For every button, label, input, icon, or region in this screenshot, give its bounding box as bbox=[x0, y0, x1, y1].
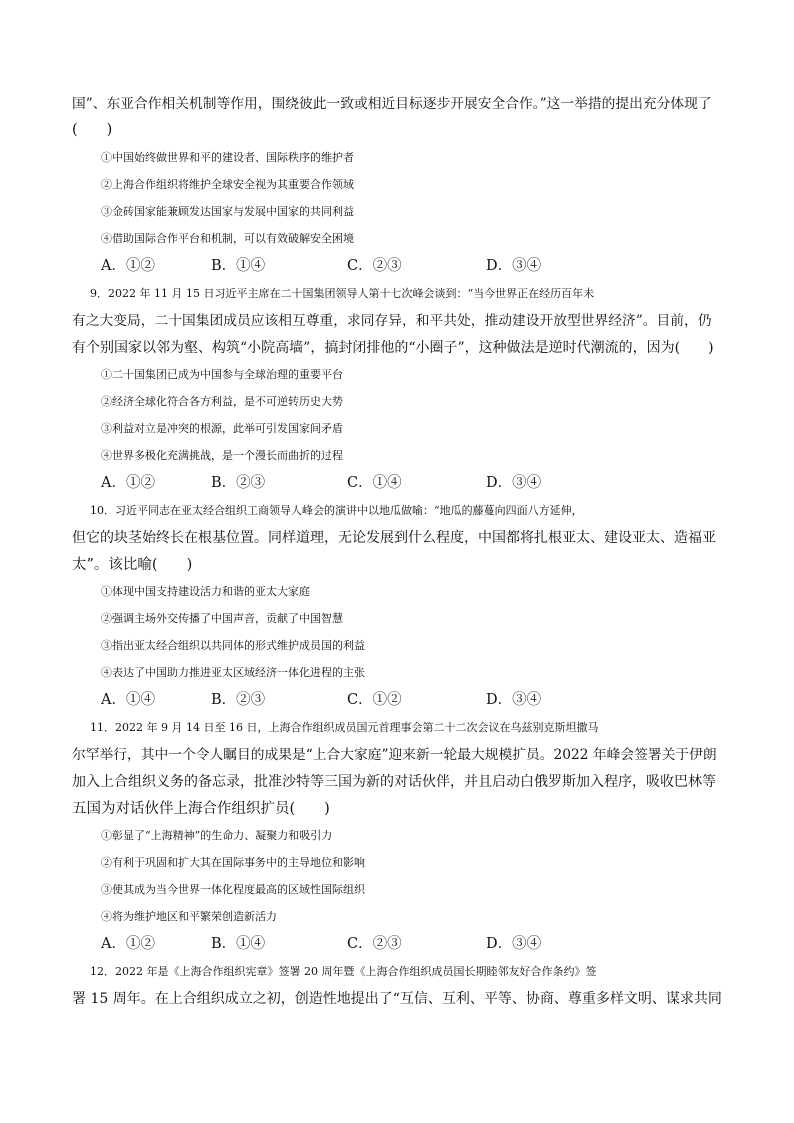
q9-option: ③利益对立是冲突的根源，此举可引发国家间矛盾 bbox=[101, 422, 343, 435]
q11-option: ③使其成为当今世界一体化程度最高的区域性国际组织 bbox=[101, 883, 365, 896]
choice-d[interactable]: D．③④ bbox=[486, 258, 542, 274]
q8-option: ①中国始终做世界和平的建设者、国际秩序的维护者 bbox=[101, 151, 354, 164]
choice-c[interactable]: C．①④ bbox=[347, 475, 402, 491]
q8-option: ④借助国际合作平台和机制，可以有效破解安全困境 bbox=[101, 232, 354, 245]
choice-c[interactable]: C．②③ bbox=[347, 936, 402, 952]
choice-a[interactable]: A．①② bbox=[101, 475, 155, 491]
choice-d[interactable]: D．③④ bbox=[486, 936, 542, 952]
q10-stem-line: 10．习近平同志在亚太经合组织工商领导人峰会的演讲中以地瓜做喻：“地瓜的藤蔓向四面八方延伸， bbox=[90, 504, 583, 517]
choice-b[interactable]: B．①④ bbox=[211, 258, 266, 274]
q8-stem-line: 国”、东亚合作相关机制等作用，围绕彼此一致或相近目标逐步开展安全合作。”这一举措的提出充分体现了 bbox=[72, 96, 712, 112]
q11-choices bbox=[101, 934, 701, 954]
q10-stem-line: 但它的块茎始终长在根基位置。同样道理，无论发展到什么程度，中国都将扎根亚太、建设亚太、造福亚 bbox=[72, 530, 716, 546]
q12-stem-line: 署 15 周年。在上合组织成立之初，创造性地提出了“互信、互利、平等、协商、尊重多样文明、谋求共同 bbox=[72, 991, 722, 1007]
q11-stem-line: 尔罕举行，其中一个令人瞩目的成果是“上合大家庭”迎来新一轮最大规模扩员。2022 年峰会签署关于伊朗 bbox=[72, 747, 717, 763]
choice-c[interactable]: C．②③ bbox=[347, 258, 402, 274]
q8-option: ③金砖国家能兼顾发达国家与发展中国家的共同利益 bbox=[101, 205, 354, 218]
q11-option: ①彰显了“上海精神”的生命力、凝聚力和吸引力 bbox=[101, 829, 333, 842]
q8-choices bbox=[101, 256, 701, 276]
q11-option: ④将为维护地区和平繁荣创造新活力 bbox=[101, 910, 277, 923]
q10-option: ④表达了中国助力推进亚太区域经济一体化进程的主张 bbox=[101, 666, 365, 679]
q8-stem-line: ( ) bbox=[72, 122, 113, 138]
choice-b[interactable]: B．①④ bbox=[211, 936, 266, 952]
q9-option: ①二十国集团已成为中国参与全球治理的重要平台 bbox=[101, 368, 343, 381]
q9-option: ②经济全球化符合各方利益，是不可逆转历史大势 bbox=[101, 395, 343, 408]
q10-choices bbox=[101, 690, 701, 710]
choice-d[interactable]: D．③④ bbox=[486, 475, 542, 491]
choice-a[interactable]: A．①② bbox=[101, 258, 155, 274]
q10-option: ③指出亚太经合组织以共同体的形式维护成员国的利益 bbox=[101, 639, 365, 652]
choice-b[interactable]: B．②③ bbox=[211, 692, 266, 708]
q11-stem-line: 11．2022 年 9 月 14 日至 16 日，上海合作组织成员国元首理事会第二十二次会议在乌兹别克斯坦撒马 bbox=[90, 721, 599, 734]
q11-option: ②有利于巩固和扩大其在国际事务中的主导地位和影响 bbox=[101, 856, 365, 869]
q9-stem-line: 9．2022 年 11 月 15 日习近平主席在二十国集团领导人第十七次峰会谈到：“当今世界正在经历百年未 bbox=[90, 287, 595, 300]
q9-stem-line: 有之大变局，二十国集团成员应该相互尊重，求同存异，和平共处，推动建设开放型世界经济”。目前，仍 bbox=[72, 313, 712, 329]
q12-stem-line: 12．2022 年是《上海合作组织宪章》签署 20 周年暨《上海合作组织成员国长期睦邻友好合作条约》签 bbox=[90, 965, 597, 978]
q10-option: ①体现中国支持建设活力和谐的亚太大家庭 bbox=[101, 585, 310, 598]
choice-a[interactable]: A．①② bbox=[101, 936, 155, 952]
choice-b[interactable]: B．②③ bbox=[211, 475, 266, 491]
q11-stem-line: 加入上合组织义务的备忘录，批准沙特等三国为新的对话伙伴，并且启动白俄罗斯加入程序，吸收巴林等 bbox=[72, 774, 716, 790]
choice-c[interactable]: C．①② bbox=[347, 692, 402, 708]
choice-d[interactable]: D．③④ bbox=[486, 692, 542, 708]
q8-option: ②上海合作组织将维护全球安全视为其重要合作领域 bbox=[101, 178, 354, 191]
q9-option: ④世界多极化充满挑战，是一个漫长而曲折的过程 bbox=[101, 449, 343, 462]
q11-stem-line: 五国为对话伙伴上海合作组织扩员( ) bbox=[72, 801, 330, 817]
q10-stem-line: 太”。该比喻( ) bbox=[72, 557, 193, 573]
q9-choices bbox=[101, 473, 701, 493]
q9-stem-line: 有个别国家以邻为壑、构筑“小院高墙”，搞封闭排他的“小圈子”，这种做法是逆时代潮流的，因为( ) bbox=[72, 340, 714, 356]
choice-a[interactable]: A．①④ bbox=[101, 692, 155, 708]
q10-option: ②强调主场外交传播了中国声音，贡献了中国智慧 bbox=[101, 612, 343, 625]
